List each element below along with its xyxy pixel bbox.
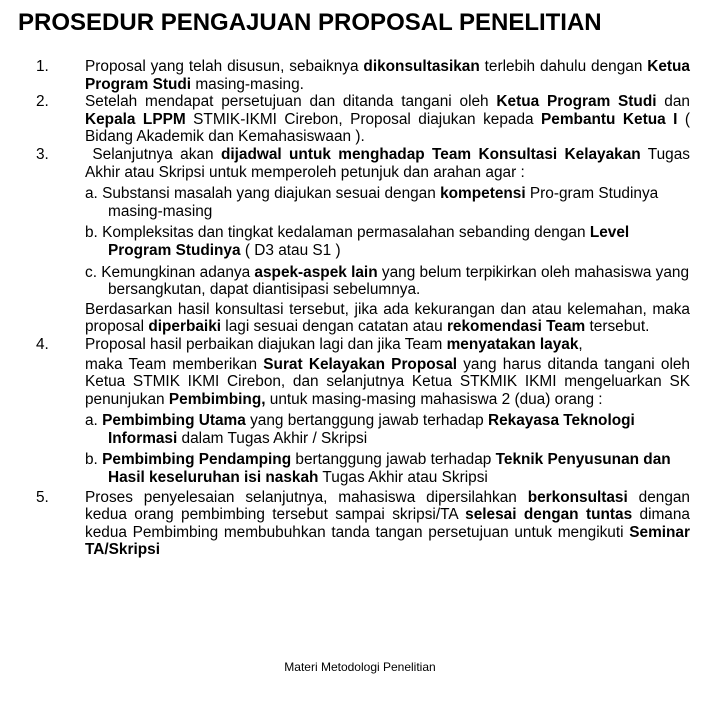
item-number: 3. bbox=[36, 145, 49, 163]
list-item-3 bbox=[36, 146, 690, 336]
sub-item-a: a. Substansi masalah yang diajukan sesuai dengan kompetensi Pro-gram Studinya masing-masing bbox=[85, 185, 659, 220]
item-number: 2. bbox=[36, 93, 49, 111]
sub-item-a: a. Pembimbing Utama yang bertanggung jawab terhadap Rekayasa Teknologi Informasi dalam Tugas Akhir / Skripsi bbox=[85, 412, 635, 447]
page-title: PROSEDUR PENGAJUAN PROPOSAL PENELITIAN bbox=[18, 9, 602, 36]
item-text: Proposal hasil perbaikan diajukan lagi dan jika Team menyatakan layak, bbox=[85, 335, 583, 353]
item-number: 1. bbox=[36, 58, 49, 75]
sub-item-c: c. Kemungkinan adanya aspek-aspek lain yang belum terpikirkan oleh mahasiswa yang bersangkutan, dapat diantisipasi sebelumnya. bbox=[85, 263, 690, 299]
item-text: Setelah mendapat persetujuan dan ditanda tangani oleh Ketua Program Studi dan Kepala LPPM STMIK-IKMI Cirebon, Proposal diajukan kepada Pembantu Ketua I ( Bidang Akademik dan Kemahasiswaan ). bbox=[85, 93, 690, 146]
item-text-continued: maka Team memberikan Surat Kelayakan Proposal yang harus ditanda tangani oleh Ketua STMIK IKMI Cirebon, dan selanjutnya Ketua STKMIK IKMI mengeluarkan SK penunjukan Pembimbing, untuk masing-masing mahasiswa 2 (dua) orang : bbox=[85, 355, 690, 408]
item-text: Proposal yang telah disusun, sebaiknya dikonsultasikan terlebih dahulu dengan Ketua Program Studi masing-masing. bbox=[85, 58, 690, 93]
item-number: 5. bbox=[36, 488, 49, 506]
sub-item-b: b. Pembimbing Pendamping bertanggung jawab terhadap Teknik Penyusunan dan Hasil keseluruhan isi naskah Tugas Akhir atau Skripsi bbox=[85, 451, 671, 487]
sub-item-b: b. Kompleksitas dan tingkat kedalaman permasalahan sebanding dengan Level Program Studinya ( D3 atau S1 ) bbox=[85, 224, 630, 259]
item-number: 4. bbox=[36, 335, 49, 353]
procedure-list bbox=[36, 58, 690, 559]
list-item-2 bbox=[36, 93, 690, 146]
list-item-5 bbox=[36, 489, 690, 559]
item-followup-text: Berdasarkan hasil konsultasi tersebut, jika ada kekurangan dan atau kelemahan, maka proposal diperbaiki lagi sesuai dengan catatan atau rekomendasi Team tersebut. bbox=[85, 300, 690, 336]
list-item-4 bbox=[36, 336, 690, 487]
item-text: Selanjutnya akan dijadwal untuk menghadap Team Konsultasi Kelayakan Tugas Akhir atau Skripsi untuk memperoleh petunjuk dan arahan agar : bbox=[85, 145, 690, 181]
list-item-1 bbox=[36, 58, 690, 93]
item-text: Proses penyelesaian selanjutnya, mahasiswa dipersilahkan berkonsultasi dengan kedua orang pembimbing tersebut sampai skripsi/TA selesai dengan tuntas dimana kedua Pembimbing membubuhkan tanda tangan persetujuan untuk mengikuti Seminar TA/Skripsi bbox=[85, 488, 690, 559]
footer-text: Materi Metodologi Penelitian bbox=[284, 660, 436, 674]
